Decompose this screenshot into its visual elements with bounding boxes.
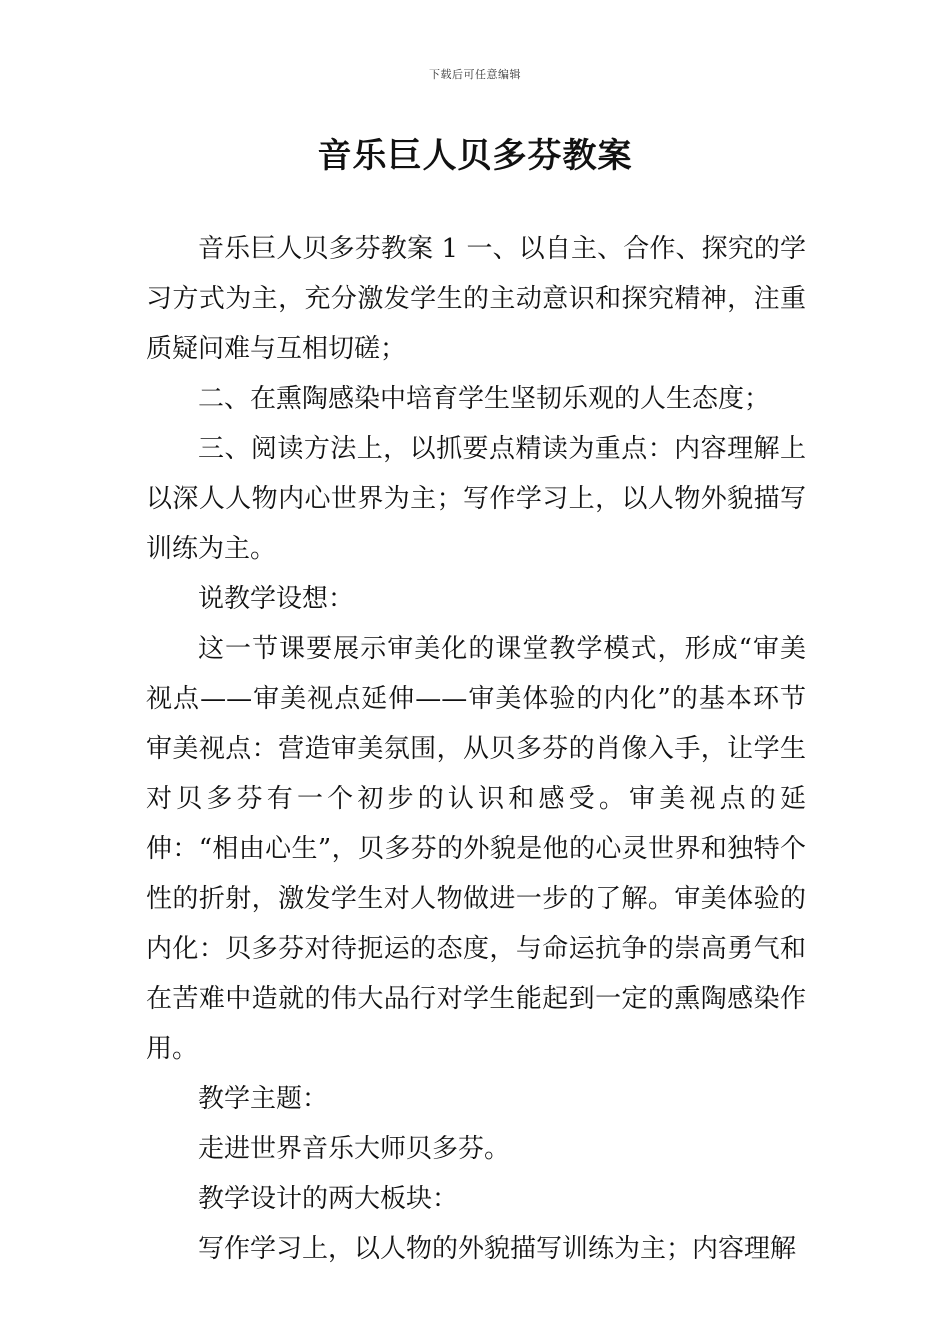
paragraph: 写作学习上，以人物的外貌描写训练为主；内容理解 (198, 1234, 797, 1264)
document-title: 音乐巨人贝多芬教案 (317, 136, 633, 176)
paragraph: 教学设计的两大板块： (198, 1184, 459, 1214)
paragraph: 三、阅读方法上，以抓要点精读为重点：内容理解上以深人人物内心世界为主；写作学习上，以人物外貌描写训练为主。 (146, 434, 806, 564)
paragraph: 说教学设想： (198, 584, 355, 614)
header-note: 下载后可任意编辑 (429, 68, 521, 81)
paragraph: 教学主题： (198, 1084, 329, 1114)
document-body (146, 224, 806, 1274)
paragraph: 走进世界音乐大师贝多芬。 (198, 1134, 511, 1164)
paragraph: 二、在熏陶感染中培育学生坚韧乐观的人生态度； (198, 384, 771, 414)
paragraph: 这一节课要展示审美化的课堂教学模式，形成“审美视点——审美视点延伸——审美体验的内化”的基本环节审美视点：营造审美氛围，从贝多芬的肖像入手，让学生对贝多芬有一个初步的认识和感受。审美视点的延伸：“相由心生”，贝多芬的外貌是他的心灵世界和独特个性的折射，激发学生对人物做进一步的了解。审美体验的内化：贝多芬对待扼运的态度，与命运抗争的崇高勇气和在苦难中造就的伟大品行对学生能起到一定的熏陶感染作用。 (146, 634, 806, 1064)
paragraph: 音乐巨人贝多芬教案 1 一、以自主、合作、探究的学习方式为主，充分激发学生的主动意识和探究精神，注重质疑问难与互相切磋； (146, 234, 806, 364)
